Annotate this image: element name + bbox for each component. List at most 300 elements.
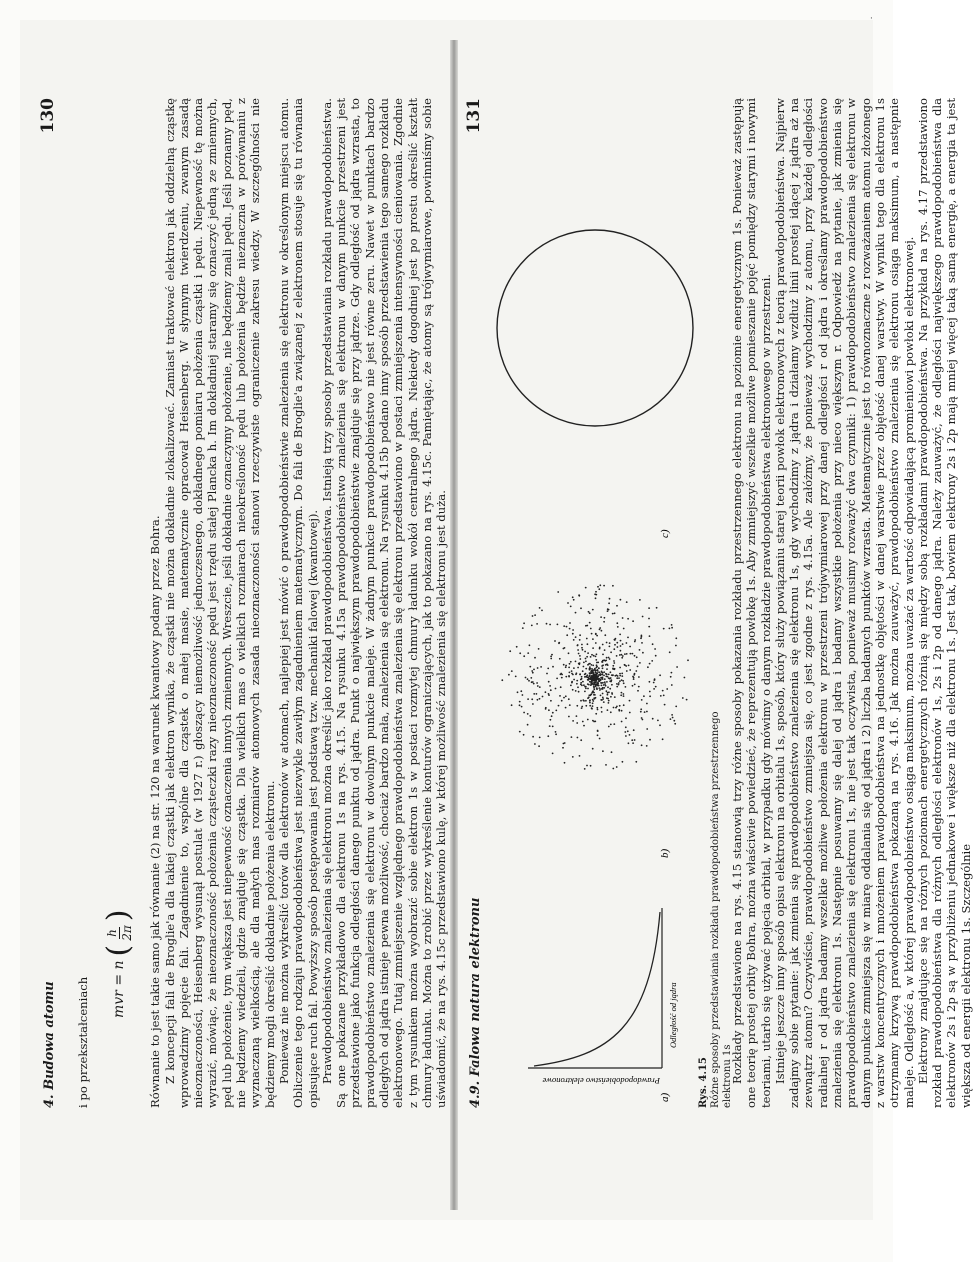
cloud-dot <box>557 591 559 593</box>
cloud-dot <box>596 683 598 685</box>
cloud-dot <box>600 699 602 701</box>
cloud-dot <box>651 660 653 662</box>
cloud-dot <box>663 695 665 697</box>
cloud-dot <box>527 713 529 715</box>
cloud-dot <box>610 696 612 698</box>
cloud-dot <box>622 655 624 657</box>
cloud-dot <box>593 655 595 657</box>
cloud-dot <box>554 640 556 642</box>
cloud-dot <box>616 642 618 644</box>
cloud-dot <box>532 681 534 683</box>
cloud-dot <box>575 661 577 663</box>
cloud-dot <box>590 693 592 695</box>
paragraph: Rozkłady przedstawione na rys. 4.15 stanowią trzy różne sposoby pokazania rozkładu przestrzennego elektronu na poziomie energetycznym 1s. Ponieważ zastępują one teorię prostej orbity Bohra, można właściwie powiedzieć, że reprezentują powłokę 1s. Aby zmniejszyć wszelkie możliwe pomieszanie pojęć pomiędzy starymi i nowymi teoriami, utarło się używać pojęcia orbital, w przypadku gdy mówimy o danym rozkładzie prawdopodobieństwa elektronowego w przestrzeni. <box>730 98 773 1108</box>
boundary-sphere <box>497 230 693 426</box>
cloud-dot <box>606 673 608 675</box>
cloud-dot <box>533 693 535 695</box>
cloud-dot <box>632 676 634 678</box>
cloud-dot <box>637 690 639 692</box>
cloud-dot <box>566 634 568 636</box>
cloud-dot <box>587 674 589 676</box>
cloud-dot <box>581 706 583 708</box>
cloud-dot <box>589 668 591 670</box>
cloud-dot <box>604 681 606 683</box>
cloud-dot <box>612 613 614 615</box>
cloud-dot <box>579 634 581 636</box>
cloud-dot <box>577 737 579 739</box>
cloud-dot <box>532 615 534 617</box>
cloud-dot <box>585 705 587 707</box>
cloud-dot <box>516 646 518 648</box>
cloud-dot <box>622 761 624 763</box>
cloud-dot <box>587 652 589 654</box>
cloud-dot <box>589 705 591 707</box>
cloud-dot <box>621 710 623 712</box>
cloud-dot <box>682 697 684 699</box>
cloud-dot <box>590 765 592 767</box>
cloud-dot <box>640 711 642 713</box>
cloud-dot <box>590 656 592 658</box>
cloud-dot <box>609 678 611 680</box>
cloud-dot <box>616 766 618 768</box>
cloud-dot <box>653 682 655 684</box>
cloud-dot <box>592 748 594 750</box>
cloud-dot <box>598 588 600 590</box>
paragraph: Istnieje jeszcze inny sposób opisu elektronu na orbitalu 1s, sposób, który służy powiązaniu starej teorii powłok elektronowych z teorią prawdopodobieństwa. Najpierw zadajmy sobie pytanie: jak zmienia się prawdopodobieństwo znalezienia się elektronu 1s, gdy wychodzimy z jądra i działamy wzdłuż linii prostej idącej z jądra aż na zewnątrz atomu? Oczywiście, prawdopodobieństwo zmniejsza się, co jest zgodne z rys. 4.15a. Ale załóżmy, że ponieważ wychodzimy z atomu, przy każdej odległości radialnej r od jądra badamy wszelkie możliwe położenia elektronu w przestrzeni trójwymiarowej przy danej odległości r od jądra i określamy prawdopodobieństwo znalezienia się elektronu 1s. Następnie posuwamy się dalej od jądra i badamy wszystkie położenia przy nieco większym r. Odpowiedź na pytanie, jak zmienia się prawdopodobieństwo znalezienia się elektronu 1s, nie jest tak oczywista, ponieważ musimy rozważyć dwa czynniki: 1) prawdopodobieństwo znalezienia się elektronu w danym punkcie zmniejsza się w miarę oddalania się od jądra i 2) liczba badanych punktów wzrasta. Matematycznie jest to równoznaczne z rozważaniem atomu złożonego z warstw koncentrycznych i mnożeniem prawdopodobieństwa na jednostkę objętości w danej warstwie przez objętość danej warstwy. W wyniku tego dla elektronu 1s otrzymamy krzywą prawdopodobieństwa pokazaną na rys. 4.16. Jak można zauważyć, prawdopodobieństwo znalezienia się elektronu osiąga maksimum, a następnie maleje. Odległość a, w której prawdopodobieństwo osiąga maksimum, można uważać za wartość odpowiadającą promieniowi powłoki elektronowej. <box>772 98 916 1108</box>
cloud-dot <box>531 625 533 627</box>
cloud-dot <box>588 696 590 698</box>
cloud-dot <box>587 643 589 645</box>
cloud-dot <box>655 655 657 657</box>
cloud-dot <box>577 686 579 688</box>
cloud-dot <box>594 677 596 679</box>
cloud-dot <box>568 716 570 718</box>
cloud-dot <box>564 647 566 649</box>
cloud-dot <box>673 720 675 722</box>
cloud-dot <box>595 656 597 658</box>
cloud-dot <box>595 597 597 599</box>
cloud-dot <box>551 715 553 717</box>
cloud-dot <box>567 602 569 604</box>
cloud-dot <box>569 704 571 706</box>
cloud-dot <box>551 654 553 656</box>
cloud-dot <box>527 652 529 654</box>
page-130 <box>36 98 448 1108</box>
cloud-dot <box>586 656 588 658</box>
cloud-dot <box>626 670 628 672</box>
cloud-dot <box>603 585 605 587</box>
cloud-dot <box>611 751 613 753</box>
cloud-dot <box>552 753 554 755</box>
cloud-dot <box>602 678 604 680</box>
cloud-dot <box>584 686 586 688</box>
cloud-dot <box>595 591 597 593</box>
cloud-dot <box>602 654 604 656</box>
cloud-dot <box>595 659 597 661</box>
cloud-dot <box>527 678 529 680</box>
cloud-dot <box>596 677 598 679</box>
cloud-dot <box>550 656 552 658</box>
cloud-dot <box>578 663 580 665</box>
cloud-dot <box>634 739 636 741</box>
page-131 <box>462 98 973 1108</box>
cloud-dot <box>609 598 611 600</box>
cloud-dot <box>569 672 571 674</box>
cloud-dot <box>584 651 586 653</box>
cloud-dot <box>621 692 623 694</box>
cloud-dot <box>616 686 618 688</box>
cloud-dot <box>613 707 615 709</box>
cloud-dot <box>583 700 585 702</box>
cloud-dot <box>568 698 570 700</box>
cloud-dot <box>579 674 581 676</box>
cloud-dot <box>616 677 618 679</box>
cloud-dot <box>585 658 587 660</box>
cloud-dot <box>579 639 581 641</box>
cloud-dot <box>675 637 677 639</box>
cloud-dot <box>609 658 611 660</box>
cloud-dot <box>587 679 589 681</box>
cloud-dot <box>532 672 534 674</box>
cloud-dot <box>648 626 650 628</box>
cloud-dot <box>609 642 611 644</box>
cloud-dot <box>609 646 611 648</box>
cloud-dot <box>560 674 562 676</box>
cloud-dot <box>565 707 567 709</box>
cloud-dot <box>612 665 614 667</box>
cloud-dot <box>545 691 547 693</box>
cloud-dot <box>527 698 529 700</box>
cloud-dot <box>583 684 585 686</box>
cloud-dot <box>649 681 651 683</box>
electron-cloud-dots <box>501 584 689 769</box>
cloud-dot <box>534 743 536 745</box>
cloud-dot <box>618 677 620 679</box>
cloud-dot <box>629 734 631 736</box>
cloud-dot <box>539 737 541 739</box>
cloud-dot <box>671 672 673 674</box>
running-head-title: 4.9. Falowa natura elektronu <box>468 897 483 1108</box>
cloud-dot <box>675 706 677 708</box>
cloud-dot <box>578 595 580 597</box>
cloud-dot <box>548 681 550 683</box>
cloud-dot <box>637 666 639 668</box>
cloud-dot <box>596 664 598 666</box>
cloud-dot <box>666 688 668 690</box>
cloud-dot <box>641 699 643 701</box>
cloud-dot <box>521 706 523 708</box>
cloud-dot <box>623 704 625 706</box>
cloud-dot <box>619 675 621 677</box>
cloud-dot <box>613 662 615 664</box>
cloud-dot <box>571 682 573 684</box>
cloud-dot <box>571 736 573 738</box>
cloud-dot <box>597 709 599 711</box>
cloud-dot <box>595 642 597 644</box>
cloud-dot <box>556 678 558 680</box>
cloud-dot <box>604 649 606 651</box>
cloud-dot <box>533 683 535 685</box>
cloud-dot <box>632 685 634 687</box>
cloud-dot <box>564 762 566 764</box>
cloud-dot <box>607 664 609 666</box>
cloud-dot <box>592 691 594 693</box>
cloud-dot <box>622 617 624 619</box>
cloud-dot <box>552 726 554 728</box>
cloud-dot <box>609 680 611 682</box>
cloud-dot <box>621 673 623 675</box>
cloud-dot <box>579 658 581 660</box>
cloud-dot <box>607 692 609 694</box>
cloud-dot <box>635 761 637 763</box>
cloud-dot <box>582 649 584 651</box>
cloud-dot <box>590 628 592 630</box>
cloud-dot <box>612 674 614 676</box>
cloud-dot <box>533 669 535 671</box>
cloud-dot <box>605 764 607 766</box>
cloud-dot <box>547 668 549 670</box>
cloud-dot <box>592 702 594 704</box>
cloud-dot <box>583 666 585 668</box>
cloud-dot <box>550 700 552 702</box>
cloud-dot <box>529 644 531 646</box>
page-number: 131 <box>464 98 484 134</box>
cloud-dot <box>563 664 565 666</box>
cloud-dot <box>597 586 599 588</box>
cloud-dot <box>565 666 567 668</box>
cloud-dot <box>572 633 574 635</box>
cloud-dot <box>608 674 610 676</box>
cloud-dot <box>558 705 560 707</box>
cloud-dot <box>614 612 616 614</box>
cloud-dot <box>565 676 567 678</box>
paragraph: Elektrony znajdujące się na różnych poziomach energetycznych różnią się między sobą rozkładami prawdopodobieństwa. Na przykład na rys. 4.17 przedstawiono rozkład prawdopodobieństwa dla różnych odległości elektronów 1s, 2s i 2p od danego jądra. Należy zauważyć, że odległości największego prawdopodobieństwa dla elektronów 2s i 2p są w przybliżeniu jednakowe i większe niż dla elektronu 1s. Jest tak, bowiem elektrony 2s i 2p mają mniej więcej taką samą energię, a energia ta jest większa od energii elektronu 1s. Szczególnie <box>915 98 973 1108</box>
cloud-dot <box>587 719 589 721</box>
cloud-dot <box>559 695 561 697</box>
cloud-dot <box>562 747 564 749</box>
cloud-dot <box>570 661 572 663</box>
cloud-dot <box>572 720 574 722</box>
paragraph: Prawdopodobieństwo znalezienia się elektronu można określić jako rozkład prawdopodobieństwa. Istnieją trzy sposoby przedstawiania rozkładu prawdopodobieństwa. Są one pokazane przykładowo dla elektronu 1s na rys. 4.15. Na rysunku 4.15a prawdopodobieństwo znalezienia się elektronu w danym punkcie przestrzeni jest przedstawione jako funkcja odległości danego punktu od jądra. Punkt o największym prawdopodobieństwie znajduje się przy jądrze. Gdy odległość od jądra wzrasta, to prawdopodobieństwo znalezienia się elektronu w dowolnym punkcie maleje. W żadnym punkcie prawdopodobieństwo nie jest równe zeru. Nawet w punktach bardzo odległych od jądra istnieje pewna możliwość, chociaż bardzo mała, znalezienia się elektronu. Na rysunku 4.15b podano inny sposób przedstawienia tego samego rozkładu elektronowego. Tutaj zmniejszenie względnego prawdopodobieństwa znalezienia się elektronu przedstawiono w postaci zmniejszenia intensywności cieniowania. Zgodnie z tym rysunkiem można wyobrazić sobie elektron 1s w postaci rozmytej chmury ładunku wokół centralnego jądra. Niekiedy dogodniej jest po prostu określić kształt chmury ładunku. Można to zrobić przez wykreślenie konturów ograniczających, jak to pokazano na rys. 4.15c. Pamiętając, że atomy są trójwymiarowe, powinniśmy sobie uświadomić, że na rys. 4.15c przedstawiono kulę, w której możliwość znalezienia się elektronu jest duża. <box>319 98 449 1108</box>
cloud-dot <box>528 680 530 682</box>
cloud-dot <box>616 655 618 657</box>
cloud-dot <box>555 688 557 690</box>
cloud-dot <box>580 682 582 684</box>
cloud-dot <box>669 628 671 630</box>
cloud-dot <box>684 677 686 679</box>
panel-a-label: a) <box>659 1092 671 1102</box>
cloud-dot <box>641 642 643 644</box>
cloud-dot <box>649 739 651 741</box>
cloud-dot <box>568 652 570 654</box>
cloud-dot <box>609 688 611 690</box>
cloud-dot <box>586 638 588 640</box>
cloud-dot <box>569 622 571 624</box>
cloud-dot <box>621 675 623 677</box>
cloud-dot <box>577 649 579 651</box>
cloud-dot <box>549 725 551 727</box>
cloud-dot <box>627 618 629 620</box>
cloud-dot <box>621 721 623 723</box>
cloud-dot <box>520 690 522 692</box>
cloud-dot <box>671 684 673 686</box>
cloud-dot <box>585 668 587 670</box>
cloud-dot <box>606 668 608 670</box>
cloud-dot <box>575 636 577 638</box>
figure-caption <box>698 688 734 1108</box>
cloud-dot <box>519 731 521 733</box>
cloud-dot <box>675 645 677 647</box>
cloud-dot <box>611 692 613 694</box>
running-head-title: 4. Budowa atomu <box>42 981 57 1108</box>
cloud-dot <box>616 674 618 676</box>
cloud-dot <box>534 657 536 659</box>
cloud-dot <box>621 654 623 656</box>
cloud-dot <box>555 731 557 733</box>
cloud-dot <box>573 667 575 669</box>
cloud-dot <box>519 704 521 706</box>
cloud-dot <box>629 646 631 648</box>
cloud-dot <box>523 655 525 657</box>
y-axis-label: Prawdopodobieństwo elektronowe <box>542 1076 660 1086</box>
cloud-dot <box>604 634 606 636</box>
cloud-dot <box>619 680 621 682</box>
cloud-dot <box>601 661 603 663</box>
cloud-dot <box>642 652 644 654</box>
cloud-dot <box>613 723 615 725</box>
cloud-dot <box>511 670 513 672</box>
cloud-dot <box>596 707 598 709</box>
cloud-dot <box>578 691 580 693</box>
cloud-dot <box>576 680 578 682</box>
cloud-dot <box>560 686 562 688</box>
cloud-dot <box>570 685 572 687</box>
cloud-dot <box>608 702 610 704</box>
cloud-dot <box>602 697 604 699</box>
cloud-dot <box>525 677 527 679</box>
cloud-dot <box>550 658 552 660</box>
cloud-dot <box>600 695 602 697</box>
cloud-dot <box>633 729 635 731</box>
cloud-dot <box>598 687 600 689</box>
cloud-dot <box>649 635 651 637</box>
cloud-dot <box>561 677 563 679</box>
cloud-dot <box>591 664 593 666</box>
cloud-dot <box>670 676 672 678</box>
cloud-dot <box>662 738 664 740</box>
cloud-dot <box>618 684 620 686</box>
cloud-dot <box>581 685 583 687</box>
cloud-dot <box>648 607 650 609</box>
cloud-dot <box>629 700 631 702</box>
cloud-dot <box>676 666 678 668</box>
cloud-dot <box>603 671 605 673</box>
cloud-dot <box>594 669 596 671</box>
cloud-dot <box>607 698 609 700</box>
cloud-dot <box>616 605 618 607</box>
cloud-dot <box>581 644 583 646</box>
cloud-dot <box>577 645 579 647</box>
cloud-dot <box>538 648 540 650</box>
cloud-dot <box>610 724 612 726</box>
cloud-dot <box>615 638 617 640</box>
cloud-dot <box>671 627 673 629</box>
cloud-dot <box>616 683 618 685</box>
cloud-dot <box>596 635 598 637</box>
cloud-dot <box>561 674 563 676</box>
cloud-dot <box>572 629 574 631</box>
cloud-dot <box>604 617 606 619</box>
cloud-dot <box>620 645 622 647</box>
cloud-dot <box>537 667 539 669</box>
cloud-dot <box>614 644 616 646</box>
cloud-dot <box>536 623 538 625</box>
cloud-dot <box>639 649 641 651</box>
cloud-dot <box>549 685 551 687</box>
cloud-dot <box>619 634 621 636</box>
cloud-dot <box>623 695 625 697</box>
cloud-dot <box>552 666 554 668</box>
cloud-dot <box>584 691 586 693</box>
cloud-dot <box>591 684 593 686</box>
cloud-dot <box>558 642 560 644</box>
cloud-dot <box>511 704 513 706</box>
cloud-dot <box>559 658 561 660</box>
cloud-dot <box>663 628 665 630</box>
cloud-dot <box>671 624 673 626</box>
cloud-dot <box>624 653 626 655</box>
cloud-dot <box>552 712 554 714</box>
cloud-dot <box>599 627 601 629</box>
cloud-dot <box>618 682 620 684</box>
cloud-dot <box>612 768 614 770</box>
cloud-dot <box>589 612 591 614</box>
equation: mvr = n ( h 2π ) <box>101 909 137 1018</box>
cloud-dot <box>509 650 511 652</box>
cloud-dot <box>580 739 582 741</box>
cloud-dot <box>607 709 609 711</box>
cloud-dot <box>591 681 593 683</box>
cloud-dot <box>601 672 603 674</box>
cloud-dot <box>546 623 548 625</box>
cloud-dot <box>585 625 587 627</box>
cloud-dot <box>531 670 533 672</box>
cloud-dot <box>669 651 671 653</box>
cloud-dot <box>600 677 602 679</box>
cloud-dot <box>649 663 651 665</box>
cloud-dot <box>539 686 541 688</box>
cloud-dot <box>596 662 598 664</box>
cloud-dot <box>634 684 636 686</box>
cloud-dot <box>610 711 612 713</box>
cloud-dot <box>590 676 592 678</box>
cloud-dot <box>599 584 601 586</box>
cloud-dot <box>546 673 548 675</box>
cloud-dot <box>550 689 552 691</box>
cloud-dot <box>563 743 565 745</box>
cloud-dot <box>601 674 603 676</box>
cloud-dot <box>534 614 536 616</box>
cloud-dot <box>592 638 594 640</box>
cloud-dot <box>530 677 532 679</box>
cloud-dot <box>566 626 568 628</box>
page-body <box>730 98 973 1108</box>
cloud-dot <box>646 711 648 713</box>
cloud-dot <box>649 691 651 693</box>
cloud-dot <box>595 633 597 635</box>
cloud-dot <box>501 679 503 681</box>
cloud-dot <box>565 695 567 697</box>
